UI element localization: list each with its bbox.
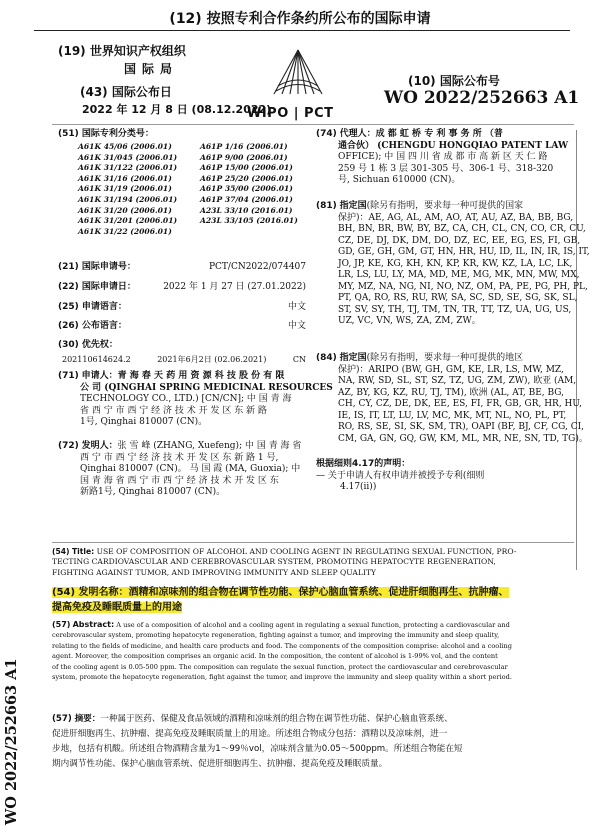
ipc-entry: A61K 31/19 (2006.01) bbox=[78, 184, 172, 194]
title-chinese: (54) 发明名称：酒精和凉味剂的组合物在调节性功能、保护心脑血管系统、促进肝细胞再生、抗肿瘤、 提高免疫及睡眠质量上的用途 bbox=[52, 587, 509, 613]
ipc-entry: A61P 35/00 (2006.01) bbox=[200, 184, 293, 194]
margin-bar bbox=[576, 130, 577, 570]
ipc-classification-list bbox=[78, 142, 308, 237]
filing-date-row: (22) 国际申请日： 2022 年 1 月 27 日 (27.01.2022) bbox=[58, 282, 306, 292]
designated-national-block: (81) 指定国(除另有指明，要求每一种可提供的国家 保护)：AE, AG, AL, AM, AO, AT, AU, AZ, BA, BB, BG, BH, BN, BR, BW, BY, BZ, CA, CH, CL, CN, CO, CR, CU, CZ, DE, DJ, DK, DM, DO, DZ, EC, EE, EG, ES, FI, GB, GD, GE, GH, GM, GT, HN, HR, HU, ID, IL, IN, IR, IS, IT, JO, JP, KE, KG, KH, KN, KP, KR, KW, KZ, LA, LC, LK, LR, LS, LU, LY, MA, MD, ME, MG, MK, MN, MW, MX, MY, MZ, NA, NG, NI, NO, NZ, OM, PA, PE, PG, PH, PL, PT, QA, RO, RS, RU, RW, SA, SC, SD, SE, SG, SK, SL, ST, SV, SY, TH, TJ, TM, TN, TR, TT, TZ, UA, UG, US, UZ, VC, VN, WS, ZA, ZM, ZW。 bbox=[316, 201, 590, 326]
header-rule bbox=[34, 30, 570, 31]
ipc-entry: A61P 9/00 (2006.01) bbox=[200, 152, 288, 162]
title-english: (54) Title: USE OF COMPOSITION OF ALCOHOL AND COOLING AGENT IN REGULATING SEXUAL FUNCTION, PRO- TECTING CARDIOVASCULAR AND CEREBROVASCULAR SYSTEM, PROMOTING HEPATOCYTE REGENERATION, FIGHTING AGAINST TUMOR, AND IMPROVING IMMUNITY AND SLEEP QUALITY bbox=[52, 547, 517, 577]
office-name: (19) 世界知识产权组织 bbox=[58, 44, 186, 58]
applicant-block: (71) 申请人：青 海 春 天 药 用 资 源 科 技 股 份 有 限 公 司 (QINGHAI SPRING MEDICINAL RESOURCES TECHNOLOGY CO., LTD.) [CN/CN]; 中 国 青 海 省 西 宁 市 西 宁 经 济 技 术 开 发 区 东 新 路 1号, Qinghai 810007 (CN)。 bbox=[58, 371, 333, 427]
filing-language-row: (25) 申请语言： 中文 bbox=[58, 302, 306, 312]
side-publication-number: WO 2022/252663 A1 bbox=[3, 658, 20, 825]
section-separator bbox=[52, 542, 574, 543]
ipc-entry: A61K 31/16 (2006.01) bbox=[78, 173, 172, 183]
publication-language-row: (26) 公布语言： 中文 bbox=[58, 321, 306, 331]
ipc-entry: A61P 25/20 (2006.01) bbox=[200, 173, 293, 183]
header-separator bbox=[52, 124, 574, 125]
priority-row: 202110614624.2 2021年6月2日 (02.06.2021) CN bbox=[62, 355, 306, 364]
ipc-entry: A61P 1/16 (2006.01) bbox=[200, 142, 288, 151]
wipo-pct-logo-text: WIPO | PCT bbox=[247, 106, 334, 121]
document-header-title: (12) 按照专利合作条约所公布的国际申请 bbox=[169, 11, 431, 27]
ipc-entry: A61K 31/194 (2006.01) bbox=[78, 194, 178, 204]
inventors-block: (72) 发明人：张 雪 峰 (ZHANG, Xuefeng); 中 国 青 海 省 西 宁 市 西 宁 经 济 技 术 开 发 区 东 新 路 1 号, Qinghai 810007 (CN)。 马 国 霞 (MA, Guoxia); 中 国 青 海 省 西 宁 市 西 宁 经 济 技 术 开 发 区 东 新路1号, Qinghai 810007 (CN)。 bbox=[58, 441, 302, 497]
ipc-label: (51) 国际专利分类号： bbox=[58, 129, 154, 139]
priority-label: (30) 优先权： bbox=[58, 340, 118, 350]
pub-no-label: (10) 国际公布号 bbox=[408, 74, 500, 88]
pub-date-label: (43) 国际公布日 bbox=[80, 85, 172, 99]
wipo-logo-icon bbox=[268, 44, 328, 102]
ipc-entry bbox=[200, 227, 310, 238]
pub-date: 2022 年 12 月 8 日 (08.12.2022) bbox=[82, 103, 272, 116]
ipc-entry: A23L 33/10 (2016.01) bbox=[200, 205, 293, 215]
ipc-entry: A61K 31/20 (2006.01) bbox=[78, 205, 172, 215]
ipc-entry: A61K 31/045 (2006.01) bbox=[78, 152, 178, 162]
abstract-english: (57) Abstract: A use of a composition of alcohol and a cooling agent in regulating a sexual function, protecting a cardiovascular and cerebrovascular system, promoting hepatocyte regeneration, fighting against a tumor, and improving the immunity and sleep quality, relating to the fields of medicine, and health care products and food. The components of the composition comprise: alcohol and a cooling agent. Moreover, the composition comprises an organic acid. In the composition, the content of alcohol is 1-99% vol, and the content of the cooling agent is 0.05-500 ppm. The composition can regulate the sexual function, protect the cardiovascular and cerebrovascular system, promote the hepatocyte regeneration, fight against the tumor, and improve the immunity and sleep quality within a short period. bbox=[52, 620, 512, 682]
ipc-entry: A61P 15/00 (2006.01) bbox=[200, 163, 293, 173]
agent-block: (74) 代理人：成 都 虹 桥 专 利 事 务 所 （普 通合伙） (CHENGDU HONGQIAO PATENT LAW OFFICE); 中 国 四 川 省 成 都 市 高 新 区 天 仁 路 259 号 1 栋 3 层 301-305 号、306-1 号、318-320 号, Sichuan 610000 (CN)。 bbox=[316, 129, 569, 185]
ipc-entry: A61K 45/06 (2006.01) bbox=[78, 142, 172, 151]
abstract-chinese: (57) 摘要：一种属于医药、保健及食品领域的酒精和凉味剂的组合物在调节性功能、保护心脑血管系统、 促进肝细胞再生、抗肿瘤、提高免疫及睡眠质量上的用途。所述组合物成分包括：酒精以及凉味剂，进一 步地，包括有机酸。所述组合物酒精含量为1～99％vol，凉味剂含量为0.05～500ppm。所述组合物能在短 期内调节性功能、保护心脑血管系统、促进肝细胞再生、抗肿瘤、提高免疫及睡眠质量。 bbox=[52, 714, 463, 769]
publication-number: WO 2022/252663 A1 bbox=[384, 88, 580, 108]
ipc-entry: A61K 31/22 (2006.01) bbox=[78, 226, 172, 236]
ipc-entry: A23L 33/105 (2016.01) bbox=[200, 216, 298, 226]
application-number-row: (21) 国际申请号： PCT/CN2022/074407 bbox=[58, 262, 306, 272]
ipc-entry: A61K 31/201 (2006.01) bbox=[78, 216, 178, 226]
declaration-block: 根据细则4.17的声明： — 关于申请人有权申请并被授予专利(细则 4.17(ii)) bbox=[316, 459, 485, 492]
designated-regional-block: (84) 指定国(除另有指明，要求每一种可提供的地区 保护)：ARIPO (BW, GH, GM, KE, LR, LS, MW, MZ, NA, RW, SD, SL, ST, SZ, TZ, UG, ZM, ZW), 欧亚 (AM, AZ, BY, KG, KZ, RU, TJ, TM), 欧洲 (AL, AT, BE, BG, CH, CY, CZ, DE, DK, EE, ES, FI, FR, GB, GR, HR, HU, IE, IS, IT, LT, LU, LV, MC, MK, MT, NL, NO, PL, PT, RO, RS, SE, SI, SK, SM, TR), OAPI (BF, BJ, CF, CG, CI, CM, GA, GN, GQ, GW, KM, ML, MR, NE, SN, TD, TG)。 bbox=[316, 353, 588, 444]
ipc-entry: A61K 31/122 (2006.01) bbox=[78, 163, 178, 173]
ipc-entry: A61P 37/04 (2006.01) bbox=[200, 194, 293, 204]
office-sub: 国际局 bbox=[124, 62, 179, 76]
